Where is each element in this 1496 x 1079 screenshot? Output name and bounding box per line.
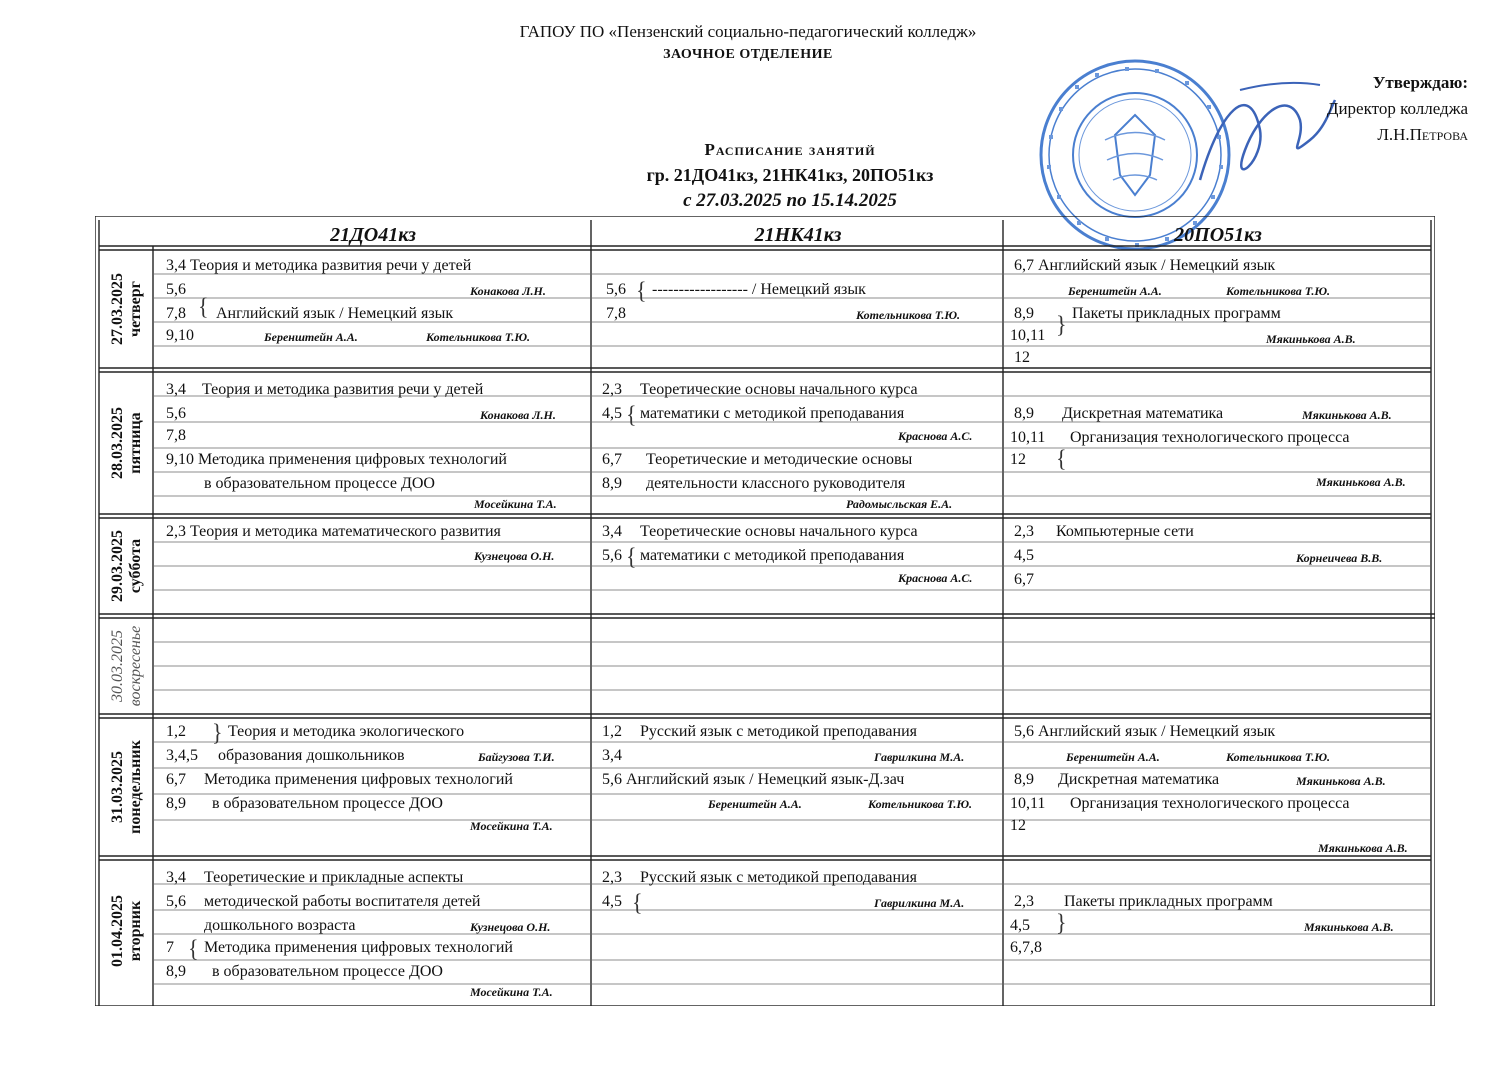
approval-label: Утверждаю: xyxy=(1372,73,1468,92)
teacher-name: Конакова Л.Н. xyxy=(480,408,556,422)
pair-number: 7,8 xyxy=(606,305,626,322)
pair-number: 8,9 xyxy=(166,795,186,812)
lesson-text: образования дошкольников xyxy=(218,747,405,764)
day-cell-01-04 xyxy=(100,860,154,1002)
pair-number: 5,6 xyxy=(166,405,186,422)
lesson-text: Теоретические и прикладные аспекты xyxy=(204,869,464,886)
lesson-text: Пакеты прикладных программ xyxy=(1072,305,1281,322)
pair-number: 6,7 xyxy=(1014,571,1034,588)
day-cell-28-03 xyxy=(100,372,154,514)
pair-number: 10,11 xyxy=(1010,795,1046,812)
pair-number: 4,5 xyxy=(1014,547,1034,564)
lesson-text: Теоретические основы начального курса xyxy=(640,523,918,540)
day-cell-30-03 xyxy=(100,618,154,714)
group-brace: { xyxy=(632,888,643,917)
day-label: 30.03.2025 воскресенье xyxy=(109,625,144,707)
pair-number: 2,3 xyxy=(1014,523,1034,540)
lesson-text: в образовательном процессе ДОО xyxy=(204,475,435,492)
pair-number: 4,5 xyxy=(602,405,622,422)
lesson-text: Методика применения цифровых технологий xyxy=(204,939,513,956)
college-name: ГАПОУ ПО «Пензенский социально-педагогический колледж» xyxy=(519,22,977,41)
pair-number: 9,10 xyxy=(166,327,194,344)
lesson-text: Пакеты прикладных программ xyxy=(1064,893,1273,910)
lesson-text: в образовательном процессе ДОО xyxy=(212,795,443,812)
teacher-name: Радомысльская Е.А. xyxy=(846,497,953,511)
pair-number: 8,9 xyxy=(602,475,622,492)
pair-number: 6,7 xyxy=(166,771,186,788)
pair-number: 5,6 xyxy=(166,893,186,910)
pair-number: 2,3 xyxy=(1014,893,1034,910)
teacher-name: Котельникова Т.Ю. xyxy=(1226,284,1331,298)
pair-number: 3,4,5 xyxy=(166,747,198,764)
pair-number: 3,4 xyxy=(166,381,186,398)
pair-number: 4,5 xyxy=(602,893,622,910)
day-label: 27.03.2025 четверг xyxy=(109,273,144,345)
lesson-text: Дискретная математика xyxy=(1062,405,1224,422)
pair-number: 6,7 xyxy=(602,451,622,468)
teacher-name: Краснова А.С. xyxy=(898,429,973,443)
lesson-text: 5,6 Английский язык / Немецкий язык-Д.зач xyxy=(602,771,905,788)
lesson-text: 9,10 Методика применения цифровых технологий xyxy=(166,451,507,468)
group-brace: { xyxy=(626,542,637,571)
lesson-text: деятельности классного руководителя xyxy=(646,475,906,492)
teacher-name: Котельникова Т.Ю. xyxy=(856,308,961,322)
teacher-name: Котельникова Т.Ю. xyxy=(1226,750,1331,764)
pair-number: 2,3 xyxy=(602,381,622,398)
lesson-text: Компьютерные сети xyxy=(1056,523,1194,540)
lesson-text: Дискретная математика xyxy=(1058,771,1220,788)
pair-number: 1,2 xyxy=(166,723,186,740)
teacher-name: Мякинькова А.В. xyxy=(1302,408,1392,422)
group-brace: { xyxy=(188,934,199,963)
day-cell-29-03 xyxy=(100,518,154,614)
group-brace: { xyxy=(636,276,647,305)
lesson-text: Организация технологического процесса xyxy=(1070,795,1350,812)
approval-name: Л.Н.Петрова xyxy=(1377,125,1468,144)
lesson-text: 2,3 Теория и методика математического развития xyxy=(166,523,501,540)
column-header-20po51kz: 20ПО51кз xyxy=(1174,224,1262,246)
lesson-text: Организация технологического процесса xyxy=(1070,429,1350,446)
teacher-name: Беренштейн А.А. xyxy=(708,797,802,811)
pair-number: 7,8 xyxy=(166,305,186,322)
director-signature xyxy=(1190,70,1340,200)
department-name: ЗАОЧНОЕ ОТДЕЛЕНИЕ xyxy=(663,47,833,62)
teacher-name: Беренштейн А.А. xyxy=(264,330,358,344)
pair-number: 6,7,8 xyxy=(1010,939,1042,956)
lesson-text: Теория и методика экологического xyxy=(228,723,465,740)
lesson-text: 6,7 Английский язык / Немецкий язык xyxy=(1014,257,1276,274)
teacher-name: Беренштейн А.А. xyxy=(1066,750,1160,764)
teacher-name: Мосейкина Т.А. xyxy=(474,497,557,511)
teacher-name: Мякинькова А.В. xyxy=(1318,841,1408,855)
pair-number: 5,6 xyxy=(602,547,622,564)
schedule-period: с 27.03.2025 по 15.14.2025 xyxy=(683,190,897,211)
lesson-text: ------------------ / Немецкий язык xyxy=(652,281,866,298)
lesson-text: Теоретические основы начального курса xyxy=(640,381,918,398)
group-brace: } xyxy=(212,718,223,747)
pair-number: 3,4 xyxy=(166,869,186,886)
lesson-text: математики с методикой преподавания xyxy=(640,405,905,422)
teacher-name: Кузнецова О.Н. xyxy=(470,920,551,934)
day-label: 29.03.2025 суббота xyxy=(109,530,144,602)
lesson-text: математики с методикой преподавания xyxy=(640,547,905,564)
teacher-name: Мякинькова А.В. xyxy=(1316,475,1406,489)
group-brace: } xyxy=(1056,310,1067,339)
pair-number: 5,6 xyxy=(166,281,186,298)
group-brace: { xyxy=(198,292,209,321)
groups-line: гр. 21ДО41кз, 21НК41кз, 20ПО51кз xyxy=(646,165,934,185)
group-brace: { xyxy=(626,400,637,429)
day-label: 28.03.2025 пятница xyxy=(109,407,144,479)
teacher-name: Мосейкина Т.А. xyxy=(470,985,553,999)
teacher-name: Котельникова Т.Ю. xyxy=(426,330,531,344)
pair-number: 7 xyxy=(166,939,174,956)
lesson-text: Методика применения цифровых технологий xyxy=(204,771,513,788)
teacher-name: Кузнецова О.Н. xyxy=(474,549,555,563)
lesson-text: в образовательном процессе ДОО xyxy=(212,963,443,980)
teacher-name: Гаврилкина М.А. xyxy=(874,896,965,910)
lesson-text: Теория и методика развития речи у детей xyxy=(202,381,484,398)
schedule-title: Расписание занятий xyxy=(704,140,876,159)
pair-number: 10,11 xyxy=(1010,429,1046,446)
pair-number: 4,5 xyxy=(1010,917,1030,934)
lesson-text: методической работы воспитателя детей xyxy=(204,893,481,910)
pair-number: 1,2 xyxy=(602,723,622,740)
column-header-21do41kz: 21ДО41кз xyxy=(330,224,416,246)
teacher-name: Мякинькова А.В. xyxy=(1304,920,1394,934)
lesson-text: Теоретические и методические основы xyxy=(646,451,913,468)
pair-number: 2,3 xyxy=(602,869,622,886)
day-cell-31-03 xyxy=(100,718,154,856)
pair-number: 8,9 xyxy=(166,963,186,980)
pair-number: 8,9 xyxy=(1014,405,1034,422)
pair-number: 3,4 xyxy=(602,747,622,764)
teacher-name: Мякинькова А.В. xyxy=(1266,332,1356,346)
column-header-21nk41kz: 21НК41кз xyxy=(754,224,842,246)
pair-number: 10,11 xyxy=(1010,327,1046,344)
teacher-name: Мякинькова А.В. xyxy=(1296,774,1386,788)
teacher-name: Корнеичева В.В. xyxy=(1296,551,1383,565)
lesson-text: Русский язык с методикой преподавания xyxy=(640,723,918,740)
lesson-text: Русский язык с методикой преподавания xyxy=(640,869,918,886)
lesson-text: 3,4 Теория и методика развития речи у детей xyxy=(166,257,472,274)
teacher-name: Котельникова Т.Ю. xyxy=(868,797,973,811)
approval-block xyxy=(1327,70,1468,148)
pair-number: 3,4 xyxy=(602,523,622,540)
lesson-text: 5,6 Английский язык / Немецкий язык xyxy=(1014,723,1276,740)
teacher-name: Беренштейн А.А. xyxy=(1068,284,1162,298)
lesson-text: Английский язык / Немецкий язык xyxy=(216,305,454,322)
day-label: 01.04.2025 вторник xyxy=(109,895,144,967)
lesson-text: дошкольного возраста xyxy=(204,917,356,934)
teacher-name: Конакова Л.Н. xyxy=(470,284,546,298)
pair-number: 12 xyxy=(1010,451,1026,468)
group-brace: { xyxy=(1056,444,1067,473)
pair-number: 8,9 xyxy=(1014,305,1034,322)
group-brace: } xyxy=(1056,908,1067,937)
teacher-name: Гаврилкина М.А. xyxy=(874,750,965,764)
pair-number: 12 xyxy=(1014,349,1030,366)
approval-position: Директор колледжа xyxy=(1326,99,1468,118)
pair-number: 8,9 xyxy=(1014,771,1034,788)
pair-number: 5,6 xyxy=(606,281,626,298)
teacher-name: Краснова А.С. xyxy=(898,571,973,585)
day-cell-27-03 xyxy=(100,250,154,368)
teacher-name: Мосейкина Т.А. xyxy=(470,819,553,833)
pair-number: 7,8 xyxy=(166,427,186,444)
day-label: 31.03.2025 понедельник xyxy=(109,740,144,834)
teacher-name: Байгузова Т.И. xyxy=(478,750,555,764)
pair-number: 12 xyxy=(1010,817,1026,834)
